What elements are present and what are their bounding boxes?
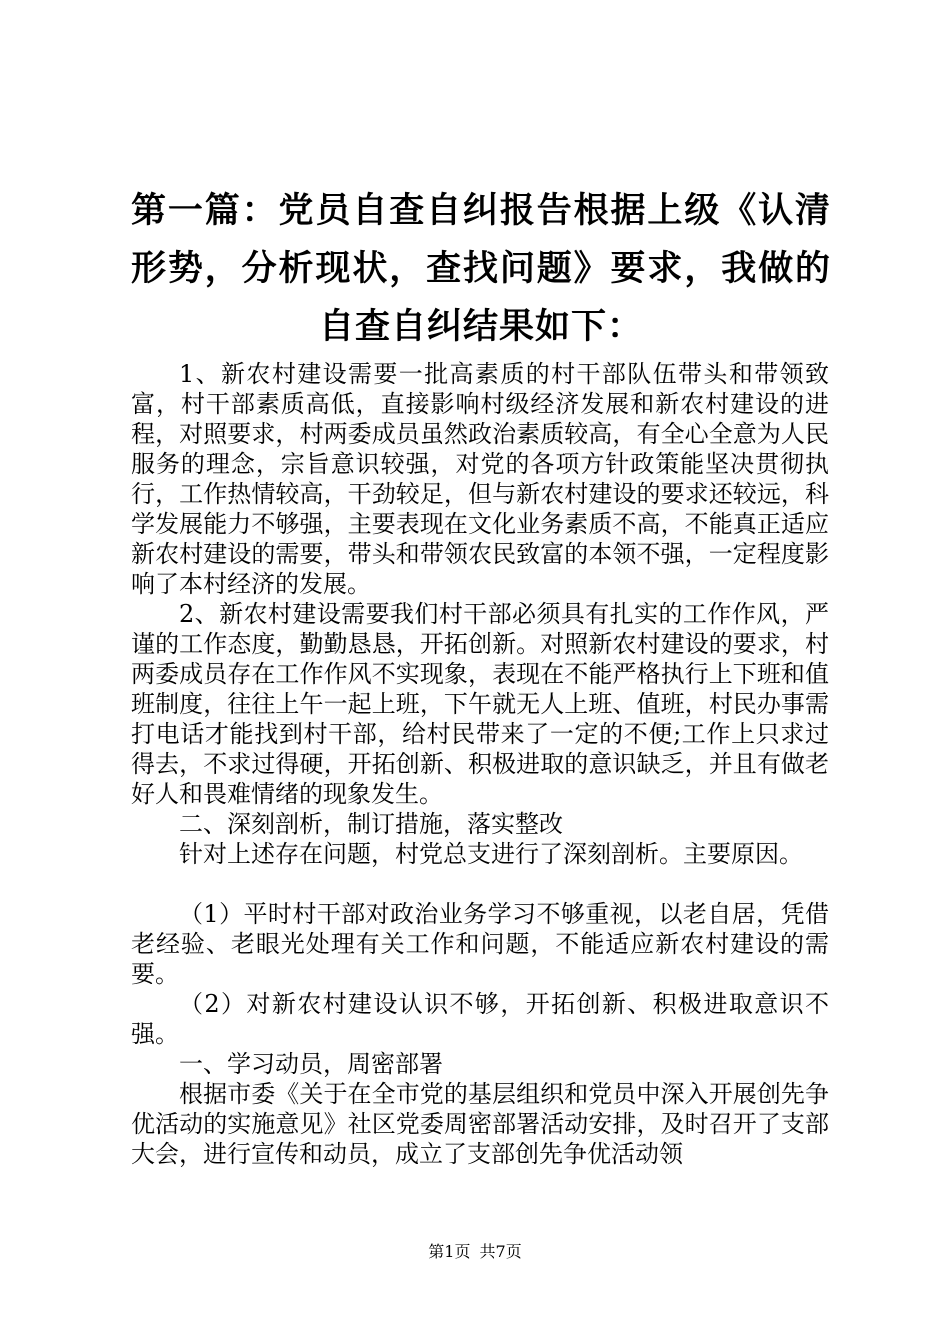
- page-total: 共7页: [479, 1242, 522, 1261]
- paragraph-1: 1、新农村建设需要一批高素质的村干部队伍带头和带领致富，村干部素质高低，直接影响村级经济发展和新农村建设的进程，对照要求，村两委成员虽然政治素质较高，有全心全意为人民服务的理念，宗旨意识较强，对党的各项方针政策能坚决贯彻执行，工作热情较高，干劲较足，但与新农村建设的要求还较远，科学发展能力不够强，主要表现在文化业务素质不高，不能真正适应新农村建设的需要，带头和带领农民致富的本领不强，一定程度影响了本村经济的发展。: [131, 360, 829, 598]
- document-title: 第一篇：党员自查自纠报告根据上级《认清形势，分析现状，查找问题》要求，我做的自查自纠结果如下：: [131, 191, 831, 347]
- section-heading-mobilization: 一、学习动员，周密部署: [179, 1050, 443, 1078]
- blank-line: [131, 869, 829, 899]
- paragraph-5: （2）对新农村建设认识不够，开拓创新、积极进取意识不强。: [131, 990, 829, 1048]
- paragraph-4: （1）平时村干部对政治业务学习不够重视，以老自居，凭借老经验、老眼光处理有关工作和问题，不能适应新农村建设的需要。: [131, 900, 829, 988]
- page-number: 第1页: [428, 1242, 471, 1261]
- page-footer: [0, 1242, 950, 1262]
- document-body: [131, 359, 829, 1169]
- paragraph-3: 针对上述存在问题，村党总支进行了深刻剖析。主要原因。: [179, 840, 803, 868]
- section-heading-analysis: 二、深刻剖析，制订措施，落实整改: [179, 810, 563, 838]
- paragraph-6: 根据市委《关于在全市党的基层组织和党员中深入开展创先争优活动的实施意见》社区党委周密部署活动安排，及时召开了支部大会，进行宣传和动员，成立了支部创先争优活动领: [131, 1080, 829, 1168]
- paragraph-2: 2、新农村建设需要我们村干部必须具有扎实的工作作风，严谨的工作态度，勤勤恳恳，开拓创新。对照新农村建设的要求，村两委成员存在工作作风不实现象，表现在不能严格执行上下班和值班制度，往往上午一起上班，下午就无人上班、值班，村民办事需打电话才能找到村干部，给村民带来了一定的不便;工作上只求过得去，不求过得硬，开拓创新、积极进取的意识缺乏，并且有做老好人和畏难情绪的现象发生。: [131, 600, 829, 808]
